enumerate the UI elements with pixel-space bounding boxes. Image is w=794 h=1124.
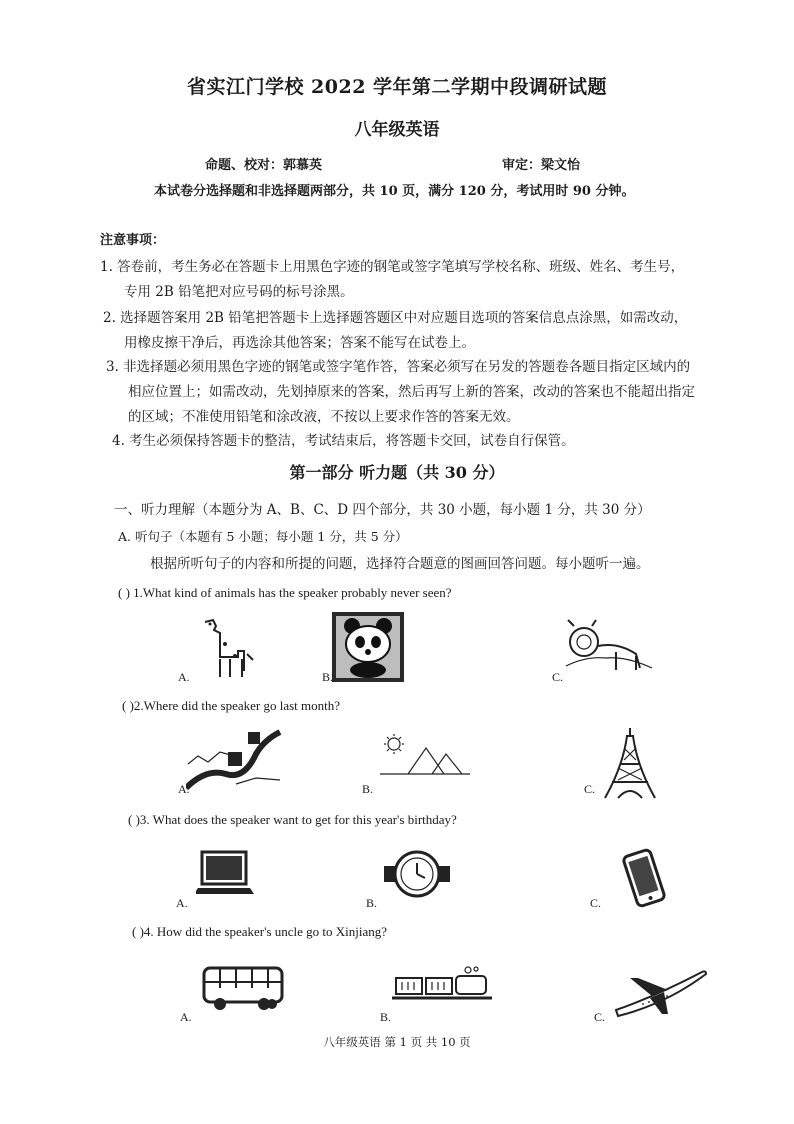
option-label: A. — [178, 670, 190, 684]
option-label: C. — [590, 896, 602, 910]
panda-icon — [332, 612, 404, 682]
option-label: B. — [366, 896, 378, 910]
laptop-icon — [196, 850, 256, 902]
notice-item: 专用 2B 铅笔把对应号码的标号涂黑。 — [124, 284, 354, 300]
pyramids-icon — [380, 734, 470, 782]
train-icon — [392, 966, 492, 1006]
instruction: 根据所听句子的内容和所提的问题，选择符合题意的图画回答问题。每小题听一遍。 — [150, 556, 650, 572]
bus-icon — [200, 962, 286, 1018]
option-label: C. — [552, 670, 564, 684]
author-line: 命题、校对：郭慕英 — [205, 158, 323, 173]
notice-item: 4. 考生必须保持答题卡的整洁，考试结束后，将答题卡交回，试卷自行保管。 — [112, 433, 575, 449]
phone-icon — [622, 848, 666, 912]
eiffel-tower-icon — [590, 728, 670, 804]
question-3: ( )3. What does the speaker want to get for this year's birthday? — [128, 812, 457, 827]
notice-item: 1. 答卷前，考生务必在答题卡上用黑色字迹的钢笔或签字笔填写学校名称、班级、姓名、考生号， — [100, 259, 685, 275]
giraffe-icon — [195, 614, 261, 684]
exam-title: 省实江门学校 2022 学年第二学期中段调研试题 — [186, 76, 608, 98]
question-4: ( )4. How did the speaker's uncle go to Xinjiang? — [132, 924, 388, 939]
page-footer: 八年级英语 第 1 页 共 10 页 — [323, 1035, 471, 1049]
plane-icon — [612, 966, 708, 1026]
option-label: A. — [178, 782, 190, 796]
exam-intro: 本试卷分选择题和非选择题两部分，共 10 页，满分 120 分，考试用时 90 分钟。 — [154, 184, 635, 199]
notice-title: 注意事项： — [100, 233, 166, 248]
part-heading: 一、听力理解（本题分为 A、B、C、D 四个部分，共 30 小题，每小题 1 分，共 30 分） — [114, 502, 651, 518]
section-title: 第一部分 听力题（共 30 分） — [289, 463, 505, 482]
option-label: B. — [362, 782, 374, 796]
option-label: B. — [322, 670, 334, 684]
option-label: A. — [180, 1010, 192, 1024]
notice-item: 的区域；不准使用铅笔和涂改液，不按以上要求作答的答案无效。 — [128, 409, 520, 425]
option-label: B. — [380, 1010, 392, 1024]
option-label: C. — [584, 782, 596, 796]
lion-icon — [556, 616, 656, 686]
question-1: ( ) 1.What kind of animals has the speaker probably never seen? — [118, 585, 452, 600]
exam-subtitle: 八年级英语 — [354, 120, 440, 140]
notice-item: 相应位置上；如需改动，先划掉原来的答案，然后再写上新的答案，改动的答案也不能超出指定 — [128, 384, 695, 400]
question-2: ( )2.Where did the speaker go last month? — [122, 698, 341, 713]
notice-item: 2. 选择题答案用 2B 铅笔把答题卡上选择题答题区中对应题目选项的答案信息点涂黑，如需改动， — [103, 310, 688, 326]
watch-icon — [384, 848, 450, 904]
option-label: C. — [594, 1010, 606, 1024]
notice-item: 用橡皮擦干净后，再选涂其他答案；答案不能写在试卷上。 — [124, 335, 475, 351]
notice-item: 3. 非选择题必须用黑色字迹的钢笔或签字笔作答，答案必须写在另发的答题卷各题目指定区域内的 — [106, 359, 691, 375]
option-label: A. — [176, 896, 188, 910]
reviewer-line: 审定：梁文怡 — [502, 158, 581, 173]
part-a-heading: A. 听句子（本题有 5 小题；每小题 1 分，共 5 分） — [118, 529, 408, 544]
great-wall-icon — [186, 724, 282, 798]
